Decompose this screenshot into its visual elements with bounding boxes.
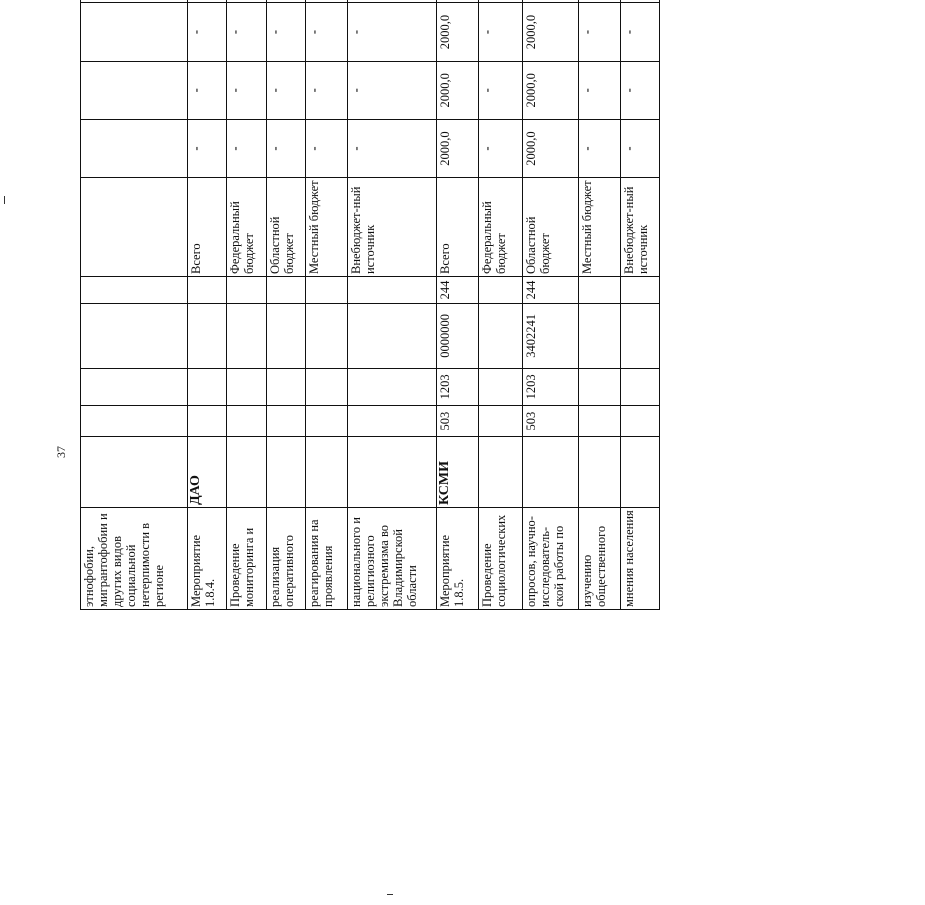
- table-cell: [81, 437, 188, 508]
- table-cell: 2000,0: [523, 3, 578, 61]
- table-cell: -: [620, 3, 659, 61]
- table-row: [479, 0, 523, 610]
- table-cell: Областной бюджет: [523, 178, 578, 277]
- table-row: [305, 0, 347, 610]
- table-cell: -: [578, 3, 620, 61]
- table-cell: [81, 0, 188, 3]
- table-cell: [266, 0, 305, 3]
- table-cell: [266, 277, 305, 304]
- table-cell: Местный бюджет: [578, 178, 620, 277]
- table-cell: [305, 406, 347, 437]
- table-cell: Мероприятие 1.8.4.: [187, 508, 226, 610]
- table-cell: [187, 277, 226, 304]
- table-cell: [620, 0, 659, 3]
- table-cell: КСМИ: [437, 437, 479, 508]
- table-cell: 244: [437, 277, 479, 304]
- table-cell: 244: [523, 277, 578, 304]
- table-cell: -: [578, 61, 620, 119]
- table-cell: [187, 304, 226, 369]
- table-cell: [347, 277, 437, 304]
- table-row: [523, 0, 578, 610]
- table-cell: [227, 304, 266, 369]
- table-cell: [620, 368, 659, 405]
- table-cell: [266, 437, 305, 508]
- rotated-table-container: [80, 14, 925, 610]
- table-cell: [437, 0, 479, 3]
- table-cell: -: [347, 3, 437, 61]
- table-cell: -: [620, 119, 659, 177]
- table-row: [578, 0, 620, 610]
- table-cell: [227, 437, 266, 508]
- table-cell: -: [227, 119, 266, 177]
- table-row: [227, 0, 266, 610]
- table-cell: [479, 437, 523, 508]
- table-cell: [347, 368, 437, 405]
- table-cell: [578, 0, 620, 3]
- table-cell: [620, 406, 659, 437]
- table-cell: Всего: [187, 178, 226, 277]
- table-cell: [266, 406, 305, 437]
- table-cell: [523, 0, 578, 3]
- table-cell: [479, 277, 523, 304]
- table-cell: [479, 368, 523, 405]
- table-cell: -: [227, 3, 266, 61]
- table-cell: [578, 437, 620, 508]
- table-cell: -: [266, 3, 305, 61]
- table-cell: [620, 277, 659, 304]
- table-cell: мнения населения: [620, 508, 659, 610]
- table-cell: [479, 406, 523, 437]
- table-cell: Областной бюджет: [266, 178, 305, 277]
- table-cell: 2000,0: [523, 119, 578, 177]
- table-cell: [81, 61, 188, 119]
- table-cell: [347, 304, 437, 369]
- table-cell: 2000,0: [437, 119, 479, 177]
- table-cell: [81, 368, 188, 405]
- table-cell: [578, 368, 620, 405]
- table-cell: [578, 304, 620, 369]
- table-cell: Федеральный бюджет: [227, 178, 266, 277]
- table-row: [266, 0, 305, 610]
- table-cell: [81, 277, 188, 304]
- table-cell: -: [187, 61, 226, 119]
- table-cell: [523, 437, 578, 508]
- table-cell: реагирования на проявления: [305, 508, 347, 610]
- table-cell: -: [347, 61, 437, 119]
- table-cell: -: [187, 3, 226, 61]
- table-cell: -: [578, 119, 620, 177]
- table-cell: -: [227, 61, 266, 119]
- table-cell: [227, 0, 266, 3]
- table-cell: [81, 178, 188, 277]
- table-cell: [479, 304, 523, 369]
- table-cell: 0000000: [437, 304, 479, 369]
- table-cell: -: [305, 3, 347, 61]
- table-cell: 503: [437, 406, 479, 437]
- table-cell: 3402241: [523, 304, 578, 369]
- table-row: [81, 0, 188, 610]
- table-cell: [227, 277, 266, 304]
- table-cell: [578, 406, 620, 437]
- table-cell: -: [479, 3, 523, 61]
- table-cell: [347, 406, 437, 437]
- table-cell: [81, 304, 188, 369]
- table-row: [347, 0, 437, 610]
- table-cell: Всего: [437, 178, 479, 277]
- table-cell: [266, 368, 305, 405]
- table-cell: ДАО: [187, 437, 226, 508]
- table-cell: -: [479, 119, 523, 177]
- table-cell: [266, 304, 305, 369]
- table-cell: [305, 304, 347, 369]
- table-cell: реализация оперативного: [266, 508, 305, 610]
- table-row: [437, 0, 479, 610]
- table-cell: [305, 368, 347, 405]
- table-cell: [187, 368, 226, 405]
- table-cell: [305, 0, 347, 3]
- table-cell: [479, 0, 523, 3]
- table-cell: -: [266, 61, 305, 119]
- table-cell: [227, 406, 266, 437]
- table-cell: опросов, научно-исследователь-ской работы по: [523, 508, 578, 610]
- budget-table: [80, 0, 660, 610]
- table-cell: -: [305, 119, 347, 177]
- table-cell: [305, 277, 347, 304]
- table-cell: -: [187, 119, 226, 177]
- table-cell: [620, 304, 659, 369]
- table-cell: национального и религиозного экстремизма во Владимирской области: [347, 508, 437, 610]
- table-cell: Местный бюджет: [305, 178, 347, 277]
- table-cell: Внебюджет-ный источник: [620, 178, 659, 277]
- table-cell: [187, 406, 226, 437]
- table-cell: 1203: [437, 368, 479, 405]
- table-cell: Федеральный бюджет: [479, 178, 523, 277]
- table-cell: [187, 0, 226, 3]
- table-cell: Проведение мониторинга и: [227, 508, 266, 610]
- table-cell: [347, 0, 437, 3]
- table-cell: [227, 368, 266, 405]
- table-cell: -: [347, 119, 437, 177]
- table-cell: 503: [523, 406, 578, 437]
- scan-mark-bottom: [387, 894, 393, 895]
- table-cell: 2000,0: [437, 3, 479, 61]
- scan-mark-top: [4, 196, 5, 204]
- table-cell: 2000,0: [523, 61, 578, 119]
- table-cell: [578, 277, 620, 304]
- table-cell: -: [305, 61, 347, 119]
- table-cell: Внебюджет-ный источник: [347, 178, 437, 277]
- table-cell: этнофобии, мигрантофобии и других видов социальной нетерпимости в регионе: [81, 508, 188, 610]
- table-cell: 1203: [523, 368, 578, 405]
- table-cell: Проведение социологических: [479, 508, 523, 610]
- table-cell: -: [266, 119, 305, 177]
- table-cell: -: [620, 61, 659, 119]
- table-cell: [81, 3, 188, 61]
- table-cell: -: [479, 61, 523, 119]
- table-cell: [347, 437, 437, 508]
- table-cell: Мероприятие 1.8.5.: [437, 508, 479, 610]
- table-cell: изучению общественного: [578, 508, 620, 610]
- page-number: 37: [54, 446, 68, 458]
- table-cell: [81, 119, 188, 177]
- table-row: [620, 0, 659, 610]
- table-row: [187, 0, 226, 610]
- table-cell: [81, 406, 188, 437]
- table-cell: [620, 437, 659, 508]
- table-cell: 2000,0: [437, 61, 479, 119]
- table-cell: [305, 437, 347, 508]
